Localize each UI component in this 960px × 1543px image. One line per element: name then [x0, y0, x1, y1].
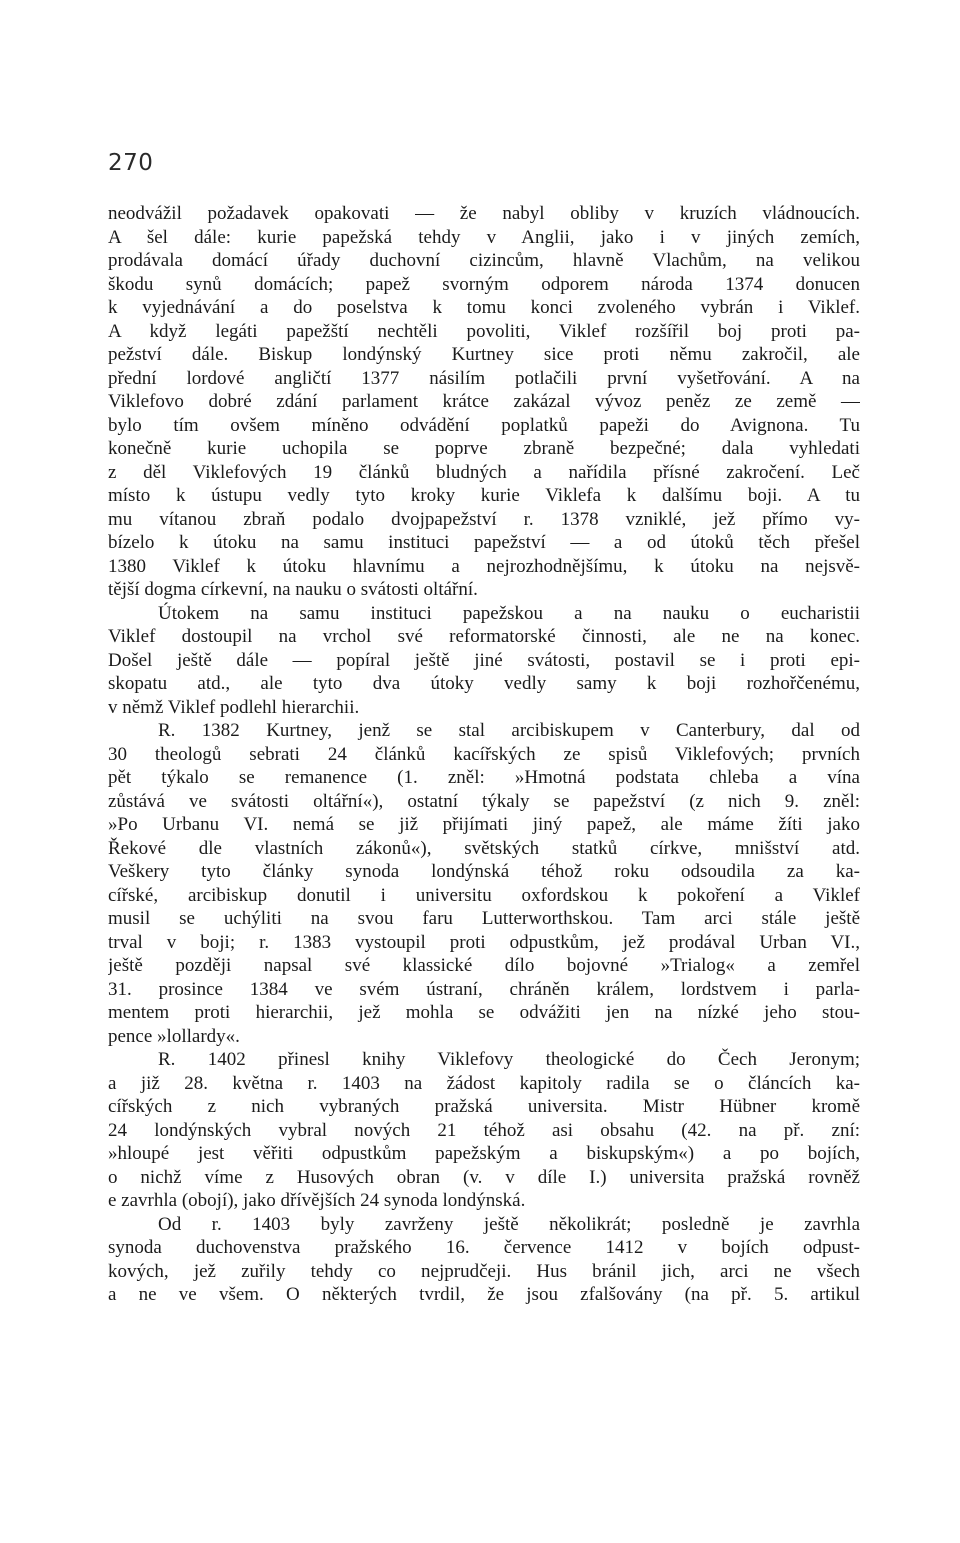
- text-line: prodávala domácí úřady duchovní cizincům, hlavně Vlachům, na velikou: [108, 250, 860, 271]
- text-line: Viklefovo dobré zdání parlament krátce zakázal vývoz peněz ze země —: [108, 391, 860, 412]
- page-number: 270: [108, 150, 154, 176]
- text-line: cířských z nich vybraných pražská universita. Mistr Hübner kromě: [108, 1096, 860, 1117]
- text-line: Došel ještě dále — popíral ještě jiné svátosti, postavil se i proti epi-: [108, 649, 860, 671]
- text-line: tější dogma církevní, na nauku o svátosti oltářní.: [108, 579, 478, 600]
- text-line: A šel dále: kurie papežská tehdy v Anglii, jako i v jiných zemích,: [108, 226, 860, 248]
- text-line: musil se uchýliti na svou faru Lutterworthskou. Tam arci stále ještě: [108, 908, 860, 929]
- text-line: ještě později napsal své klassické dílo bojovné »Trialog« a zemřel: [108, 955, 860, 976]
- text-line: Řekové dle vlastních zákonů«), světských statků církve, mnišství atd.: [108, 837, 860, 859]
- text-line: A když legáti papežští nechtěli povoliti, Viklef rozšířil boj proti pa-: [108, 320, 860, 342]
- text-line: pežství dále. Biskup londýnský Kurtney sice proti němu zakročil, ale: [108, 344, 860, 365]
- text-line: v němž Viklef podlehl hierarchii.: [108, 696, 360, 718]
- text-line: R. 1382 Kurtney, jenž se stal arcibiskupem v Canterbury, dal od: [158, 720, 860, 741]
- text-line: zůstává ve svátosti oltářní«), ostatní týkaly se papežství (z nich 9. zněl:: [108, 790, 860, 812]
- text-line: pence »lollardy«.: [108, 1025, 240, 1047]
- text-line: Útokem na samu instituci papežskou a na nauku o eucharistii: [158, 602, 860, 624]
- text-line: a již 28. května r. 1403 na žádost kapitoly radila se o článcích ka-: [108, 1072, 860, 1094]
- text-line: a ne ve všem. O některých tvrdil, že jsou zfalšovány (na př. 5. artikul: [108, 1284, 860, 1305]
- text-line: kových, jež zuřily tehdy co nejprudčeji. Hus bránil jich, arci ne všech: [108, 1260, 860, 1282]
- text-line: z děl Viklefových 19 článků bludných a nařídila přísné zakročení. Leč: [108, 461, 860, 483]
- text-line: bízelo k útoku na samu instituci papežství — a od útoků těch přešel: [108, 532, 860, 553]
- text-line: R. 1402 přinesl knihy Viklefovy theologické do Čech Jeronym;: [158, 1049, 860, 1070]
- text-line: škodu synů domácích; papež svorným odporem národa 1374 donucen: [108, 273, 860, 295]
- text-line: 30 theologů sebrati 24 článků kacířských ze spisů Viklefových; prvních: [108, 743, 860, 765]
- text-line: Viklef dostoupil na vrchol své reformatorské činnosti, ale ne na konec.: [108, 626, 860, 647]
- text-line: Od r. 1403 byly zavrženy ještě několikrát; posledně je zavrhla: [158, 1213, 860, 1235]
- text-line: pět týkalo se remanence (1. zněl: »Hmotná podstata chleba a vína: [108, 767, 860, 788]
- text-line: mu vítanou zbraň podalo dvojpapežství r. 1378 vzniklé, jež přímo vy-: [108, 508, 860, 530]
- text-line: 1380 Viklef k útoku hlavnímu a nejrozhodnějšímu, k útoku na nejsvě-: [108, 555, 860, 577]
- text-line: synoda duchovenstva pražského 16. července 1412 v bojích odpust-: [108, 1237, 860, 1258]
- text-line: 24 londýnských vybral nových 21 téhož asi obsahu (42. na př. zní:: [108, 1119, 860, 1141]
- text-line: bylo tím ovšem míněno odvádění poplatků papeži do Avignona. Tu: [108, 414, 860, 436]
- text-line: »hloupé jest věřiti odpustkům papežským a biskupským«) a po bojích,: [108, 1143, 860, 1164]
- text-line: místo k ústupu vedly tyto kroky kurie Viklefa k dalšímu boji. A tu: [108, 485, 860, 506]
- text-line: skopatu atd., ale tyto dva útoky vedly samy k boji rozhořčenému,: [108, 673, 860, 694]
- text-line: neodvážil požadavek opakovati — že nabyl obliby v kruzích vládnoucích.: [108, 203, 860, 224]
- text-line: cířské, arcibiskup donutil i universitu oxfordskou k pokoření a Viklef: [108, 884, 860, 906]
- text-line: »Po Urbanu VI. nemá se již přijímati jiný papež, ale máme žíti jako: [108, 814, 860, 835]
- text-line: trval v boji; r. 1383 vystoupil proti odpustkům, jež prodával Urban VI.,: [108, 931, 860, 953]
- text-line: Veškery tyto články synoda londýnská téhož roku odsoudila za ka-: [108, 861, 860, 882]
- text-line: o nichž víme z Husových obran (v. v díle I.) universita pražská rovněž: [108, 1166, 860, 1188]
- text-line: 31. prosince 1384 ve svém ústraní, chráněn králem, lordstvem i parla-: [108, 978, 860, 1000]
- text-line: e zavrhla (obojí), jako dřívějších 24 synoda londýnská.: [108, 1190, 526, 1211]
- text-line: přední lordové angličtí 1377 násilím potlačili první vyšetřování. A na: [108, 367, 860, 389]
- text-line: mentem proti hierarchii, jež mohla se odvážiti jen na nízké jeho stou-: [108, 1002, 860, 1023]
- body-text: [108, 202, 860, 1307]
- text-line: konečně kurie uchopila se poprve zbraně bezpečné; dala vyhledati: [108, 438, 860, 459]
- text-line: k vyjednávání a do poselstva k tomu konci zvoleného vybrán i Viklef.: [108, 297, 860, 318]
